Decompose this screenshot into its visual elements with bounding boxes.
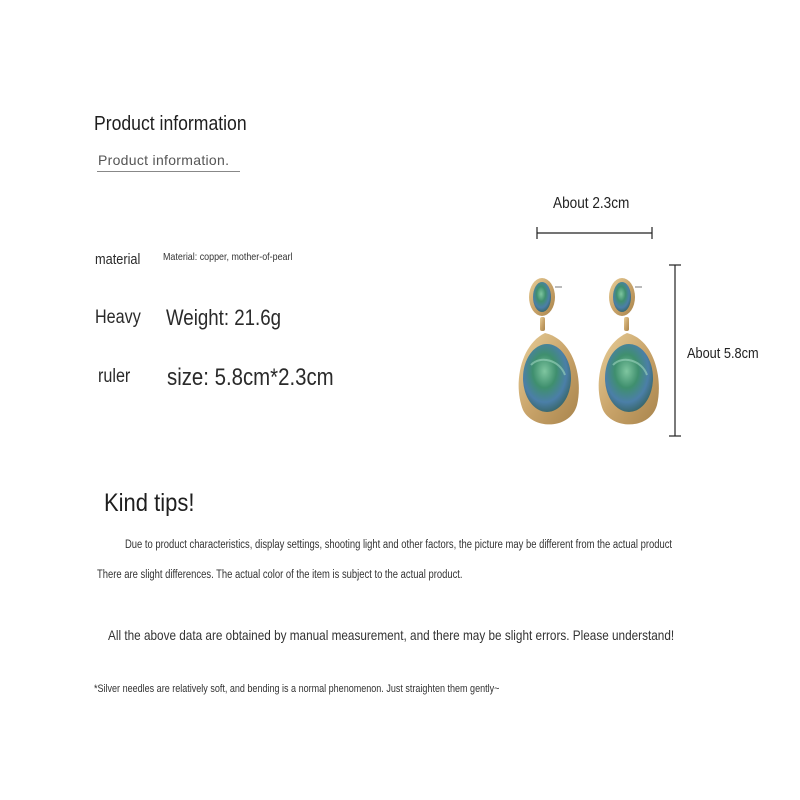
size-label: ruler	[98, 366, 131, 387]
weight-label: Heavy	[95, 307, 141, 328]
measurement-note: All the above data are obtained by manual measurement, and there may be slight errors. Please understand!	[108, 627, 675, 643]
material-value: Material: copper, mother-of-pearl	[163, 251, 293, 263]
tips-title: Kind tips!	[104, 489, 195, 517]
tips-text-line-1: Due to product characteristics, display settings, shooting light and other factors, the picture may be different from the actual product	[125, 539, 673, 551]
size-value: size: 5.8cm*2.3cm	[167, 364, 334, 391]
height-dimension-label: About 5.8cm	[687, 345, 759, 362]
tips-text-line-2: There are slight differences. The actual color of the item is subject to the actual product.	[97, 569, 463, 581]
width-dimension-label: About 2.3cm	[553, 195, 630, 212]
earrings-product-image	[505, 225, 695, 445]
right-earring	[599, 278, 659, 424]
left-earring	[519, 278, 579, 424]
weight-value: Weight: 21.6g	[166, 305, 282, 330]
section-title: Product information	[94, 113, 247, 135]
needle-note: *Silver needles are relatively soft, and bending is a normal phenomenon. Just straighten them gently~	[94, 683, 500, 695]
material-label: material	[95, 251, 141, 268]
section-subtitle: Product information.	[98, 152, 230, 168]
